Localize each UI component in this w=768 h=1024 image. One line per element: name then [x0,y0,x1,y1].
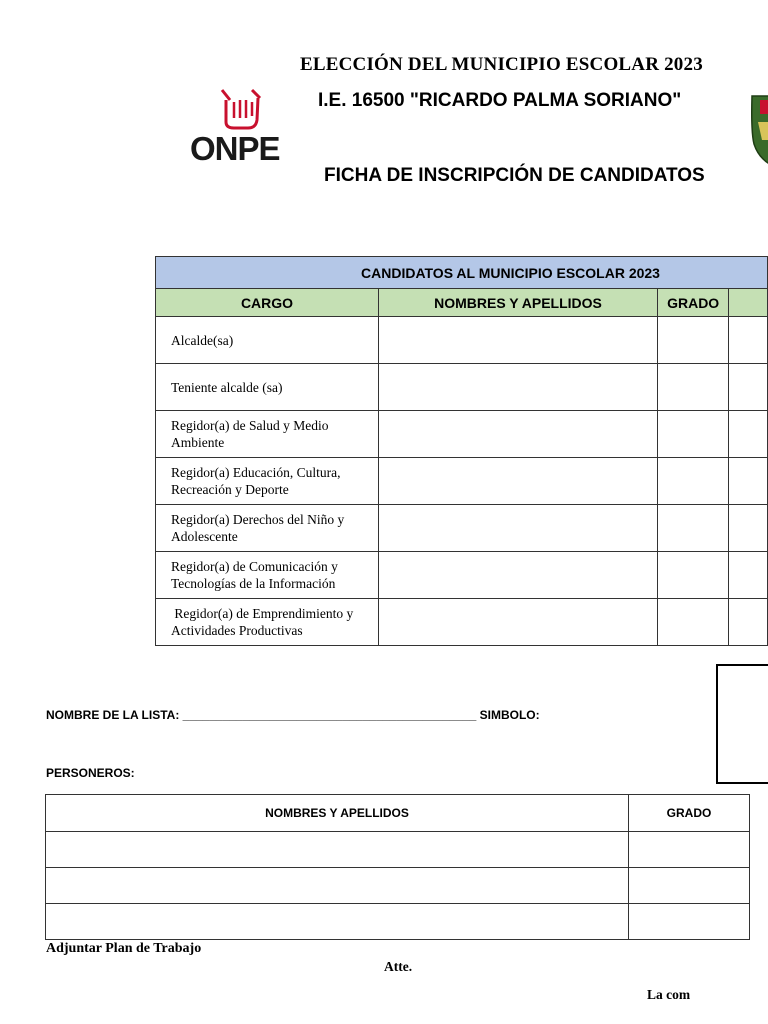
table-row [156,317,768,364]
grade-cell[interactable] [657,411,728,458]
name-cell[interactable] [379,552,658,599]
cargo-cell: Teniente alcalde (sa) [156,364,379,411]
candidates-table-header [156,289,768,317]
table-row [156,552,768,599]
table-row [46,904,750,940]
extra-cell[interactable] [729,599,768,646]
name-cell[interactable] [46,868,629,904]
grade-cell[interactable] [629,904,750,940]
column-header-extra [729,289,768,317]
extra-cell[interactable] [729,505,768,552]
grade-cell[interactable] [657,458,728,505]
table-row [156,364,768,411]
table-row [46,868,750,904]
column-header-cargo: CARGO [156,289,379,317]
column-header-nombres: NOMBRES Y APELLIDOS [46,795,629,832]
column-header-grado: GRADO [629,795,750,832]
name-cell[interactable] [379,599,658,646]
name-cell[interactable] [379,364,658,411]
grade-cell[interactable] [629,832,750,868]
candidates-table-title-row [156,257,768,289]
table-row [156,505,768,552]
name-cell[interactable] [379,411,658,458]
grade-cell[interactable] [657,364,728,411]
symbol-box[interactable] [716,664,768,784]
table-row [156,411,768,458]
cargo-cell: Regidor(a) Derechos del Niño y Adolescente [156,505,379,552]
signature-text: La com [647,987,691,1002]
cargo-cell: Regidor(a) de Comunicación y Tecnologías de la Información [156,552,379,599]
column-header-nombres: NOMBRES Y APELLIDOS [379,289,658,317]
extra-cell[interactable] [729,411,768,458]
name-cell[interactable] [46,832,629,868]
candidates-table-title: CANDIDATOS AL MUNICIPIO ESCOLAR 2023 [156,257,768,289]
election-title: ELECCIÓN DEL MUNICIPIO ESCOLAR 2023 [300,54,703,75]
name-cell[interactable] [46,904,629,940]
grade-cell[interactable] [657,599,728,646]
personeros-table [45,794,750,940]
column-header-grado: GRADO [657,289,728,317]
name-cell[interactable] [379,317,658,364]
extra-cell[interactable] [729,364,768,411]
personeros-label: PERSONEROS: [46,766,135,780]
personeros-table-header [46,795,750,832]
school-crest [748,92,768,170]
cargo-cell: Regidor(a) Educación, Cultura, Recreación y Deporte [156,458,379,505]
table-row [46,832,750,868]
school-name: I.E. 16500 "RICARDO PALMA SORIANO" [318,90,682,111]
extra-cell[interactable] [729,458,768,505]
extra-cell[interactable] [729,317,768,364]
candidates-table [155,256,768,646]
form-title: FICHA DE INSCRIPCIÓN DE CANDIDATOS [324,165,705,186]
table-row [156,599,768,646]
cargo-cell: Alcalde(sa) [156,317,379,364]
list-name-label: NOMBRE DE LA LISTA: ____________________________________________ SIMBOLO: [46,708,540,722]
closing-atte: Atte. [384,959,413,974]
cargo-cell: Regidor(a) de Emprendimiento y Actividades Productivas [156,599,379,646]
extra-cell[interactable] [729,552,768,599]
name-cell[interactable] [379,458,658,505]
grade-cell[interactable] [657,317,728,364]
grade-cell[interactable] [657,552,728,599]
table-row [156,458,768,505]
work-plan-note: Adjuntar Plan de Trabajo [46,941,202,956]
name-cell[interactable] [379,505,658,552]
onpe-logo [190,88,294,166]
grade-cell[interactable] [629,868,750,904]
grade-cell[interactable] [657,505,728,552]
cargo-cell: Regidor(a) de Salud y Medio Ambiente [156,411,379,458]
onpe-logo-text: ONPE [190,130,280,167]
